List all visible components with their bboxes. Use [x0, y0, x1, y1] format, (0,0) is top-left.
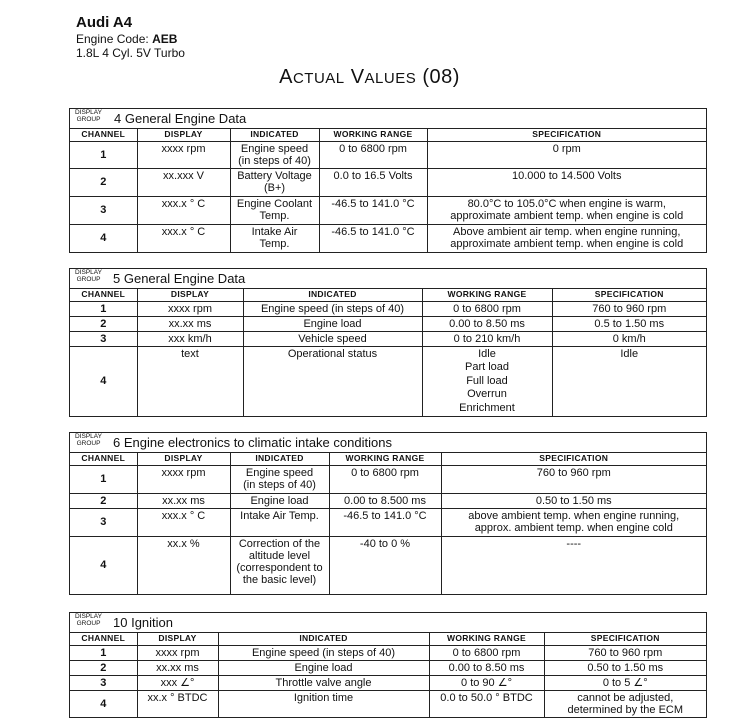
spec-cell: 80.0°C to 105.0°C when engine is warm, approximate ambient temp. when engine is cold [427, 196, 706, 224]
display-group-label: DISPLAY GROUP [75, 109, 102, 123]
display-group-10 [69, 612, 707, 718]
table-row [70, 660, 706, 675]
col-header-spec: SPECIFICATION [441, 453, 706, 465]
spec-cell: 760 to 960 rpm [552, 301, 706, 316]
table-row [70, 508, 706, 536]
group-header [70, 433, 706, 453]
indicated-cell: Vehicle speed [243, 331, 422, 346]
group-header [70, 269, 706, 289]
channel-cell: 1 [70, 301, 137, 316]
display-cell: xxxx rpm [137, 645, 218, 660]
indicated-cell: Engine load [243, 316, 422, 331]
indicated-cell: Correction of the altitude level (correspondent to the basic level) [230, 536, 329, 594]
spec-cell: 0 km/h [552, 331, 706, 346]
indicated-cell: Engine speed (in steps of 40) [243, 301, 422, 316]
col-header-channel: CHANNEL [70, 633, 137, 645]
channel-cell: 4 [70, 224, 137, 252]
display-cell: xxxx rpm [137, 301, 243, 316]
channel-cell: 3 [70, 508, 137, 536]
channel-cell: 2 [70, 168, 137, 196]
display-cell: xxx ∠° [137, 675, 218, 690]
indicated-cell: Throttle valve angle [218, 675, 429, 690]
group-header [70, 109, 706, 129]
col-header-channel: CHANNEL [70, 129, 137, 141]
display-cell: xx.xx ms [137, 493, 230, 508]
range-cell: 0.00 to 8.50 ms [422, 316, 552, 331]
channel-cell: 2 [70, 660, 137, 675]
col-header-spec: SPECIFICATION [544, 633, 706, 645]
table-row [70, 331, 706, 346]
range-cell: 0.0 to 16.5 Volts [319, 168, 427, 196]
table-row [70, 168, 706, 196]
indicated-cell: Engine load [218, 660, 429, 675]
col-header-indicated: INDICATED [243, 289, 422, 301]
display-cell: xx.xx ms [137, 660, 218, 675]
page-title: ACTUAL VALUES (08) [279, 66, 460, 88]
group-title: 4 General Engine Data [114, 111, 247, 126]
range-cell: -46.5 to 141.0 °C [319, 196, 427, 224]
table-row [70, 141, 706, 168]
spec-cell: 0.50 to 1.50 ms [441, 493, 706, 508]
indicated-cell: Battery Voltage (B+) [230, 168, 319, 196]
display-cell: xx.x % [137, 536, 230, 594]
channel-cell: 1 [70, 645, 137, 660]
col-header-display: DISPLAY [137, 289, 243, 301]
table-row [70, 316, 706, 331]
spec-cell: cannot be adjusted, determined by the ECM [544, 690, 706, 717]
range-cell: 0.00 to 8.500 ms [329, 493, 441, 508]
channel-cell: 4 [70, 536, 137, 594]
display-group-label: DISPLAY GROUP [75, 613, 102, 627]
table-header-row [70, 289, 706, 301]
table-row [70, 675, 706, 690]
display-cell: xx.xxx V [137, 168, 230, 196]
table-row [70, 493, 706, 508]
spec-cell: 0.5 to 1.50 ms [552, 316, 706, 331]
col-header-spec: SPECIFICATION [552, 289, 706, 301]
indicated-cell: Engine load [230, 493, 329, 508]
display-group-label: DISPLAY GROUP [75, 269, 102, 283]
indicated-cell: Engine Coolant Temp. [230, 196, 319, 224]
spec-cell: 0 to 5 ∠° [544, 675, 706, 690]
col-header-spec: SPECIFICATION [427, 129, 706, 141]
document-header [76, 14, 185, 60]
indicated-cell: Engine speed (in steps of 40) [218, 645, 429, 660]
range-cell: -46.5 to 141.0 °C [319, 224, 427, 252]
table-row [70, 196, 706, 224]
col-header-range: WORKING RANGE [422, 289, 552, 301]
channel-cell: 3 [70, 675, 137, 690]
engine-code-line [76, 32, 185, 46]
table-header-row [70, 633, 706, 645]
spec-cell: 10.000 to 14.500 Volts [427, 168, 706, 196]
indicated-cell: Engine speed (in steps of 40) [230, 141, 319, 168]
indicated-cell: Ignition time [218, 690, 429, 717]
spec-cell: Above ambient air temp. when engine running, approximate ambient temp. when engine is cold [427, 224, 706, 252]
group-title: 5 General Engine Data [113, 271, 246, 286]
spec-cell: 0.50 to 1.50 ms [544, 660, 706, 675]
table-row [70, 301, 706, 316]
range-cell: 0 to 90 ∠° [429, 675, 544, 690]
indicated-cell: Engine speed (in steps of 40) [230, 465, 329, 493]
col-header-range: WORKING RANGE [429, 633, 544, 645]
range-cell: 0 to 6800 rpm [329, 465, 441, 493]
group-title: 10 Ignition [113, 615, 174, 630]
values-table [70, 633, 706, 717]
indicated-cell: Intake Air Temp. [230, 224, 319, 252]
col-header-indicated: INDICATED [230, 129, 319, 141]
display-cell: xxx km/h [137, 331, 243, 346]
table-header-row [70, 453, 706, 465]
spec-cell: ---- [441, 536, 706, 594]
col-header-display: DISPLAY [137, 129, 230, 141]
display-group-label: DISPLAY GROUP [75, 433, 102, 447]
table-row [70, 536, 706, 594]
engine-description: 1.8L 4 Cyl. 5V Turbo [76, 46, 185, 60]
channel-cell: 4 [70, 690, 137, 717]
indicated-cell: Intake Air Temp. [230, 508, 329, 536]
display-cell: xx.xx ms [137, 316, 243, 331]
table-row [70, 690, 706, 717]
col-header-indicated: INDICATED [218, 633, 429, 645]
col-header-display: DISPLAY [137, 633, 218, 645]
col-header-channel: CHANNEL [70, 453, 137, 465]
values-table [70, 129, 706, 252]
group-title: 6 Engine electronics to climatic intake conditions [113, 435, 392, 450]
channel-cell: 3 [70, 331, 137, 346]
channel-cell: 4 [70, 346, 137, 416]
col-header-channel: CHANNEL [70, 289, 137, 301]
spec-cell: 760 to 960 rpm [544, 645, 706, 660]
display-cell: xxx.x ° C [137, 508, 230, 536]
display-cell: xxx.x ° C [137, 196, 230, 224]
table-row [70, 224, 706, 252]
range-cell: 0 to 6800 rpm [429, 645, 544, 660]
spec-cell: 760 to 960 rpm [441, 465, 706, 493]
col-header-indicated: INDICATED [230, 453, 329, 465]
table-row [70, 645, 706, 660]
vehicle-name: Audi A4 [76, 14, 133, 31]
range-cell: 0 to 6800 rpm [319, 141, 427, 168]
range-cell: Idle Part load Full load Overrun Enrichment [422, 346, 552, 416]
engine-code-label: Engine Code: [76, 32, 149, 46]
range-cell: -40 to 0 % [329, 536, 441, 594]
range-cell: 0 to 6800 rpm [422, 301, 552, 316]
display-group-4 [69, 108, 707, 253]
display-group-5 [69, 268, 707, 417]
range-cell: 0.0 to 50.0 ° BTDC [429, 690, 544, 717]
channel-cell: 1 [70, 141, 137, 168]
spec-cell: Idle [552, 346, 706, 416]
engine-code: AEB [152, 32, 178, 46]
display-group-6 [69, 432, 707, 595]
display-cell: xxxx rpm [137, 141, 230, 168]
col-header-display: DISPLAY [137, 453, 230, 465]
range-cell: 0.00 to 8.50 ms [429, 660, 544, 675]
group-header [70, 613, 706, 633]
range-cell: 0 to 210 km/h [422, 331, 552, 346]
col-header-range: WORKING RANGE [319, 129, 427, 141]
col-header-range: WORKING RANGE [329, 453, 441, 465]
channel-cell: 2 [70, 316, 137, 331]
range-cell: -46.5 to 141.0 °C [329, 508, 441, 536]
display-cell: xxx.x ° C [137, 224, 230, 252]
display-cell: text [137, 346, 243, 416]
table-row [70, 346, 706, 416]
channel-cell: 3 [70, 196, 137, 224]
spec-cell: above ambient temp. when engine running, approx. ambient temp. when engine cold [441, 508, 706, 536]
channel-cell: 1 [70, 465, 137, 493]
table-row [70, 465, 706, 493]
table-header-row [70, 129, 706, 141]
values-table [70, 453, 706, 594]
channel-cell: 2 [70, 493, 137, 508]
display-cell: xxxx rpm [137, 465, 230, 493]
spec-cell: 0 rpm [427, 141, 706, 168]
indicated-cell: Operational status [243, 346, 422, 416]
values-table [70, 289, 706, 416]
display-cell: xx.x ° BTDC [137, 690, 218, 717]
